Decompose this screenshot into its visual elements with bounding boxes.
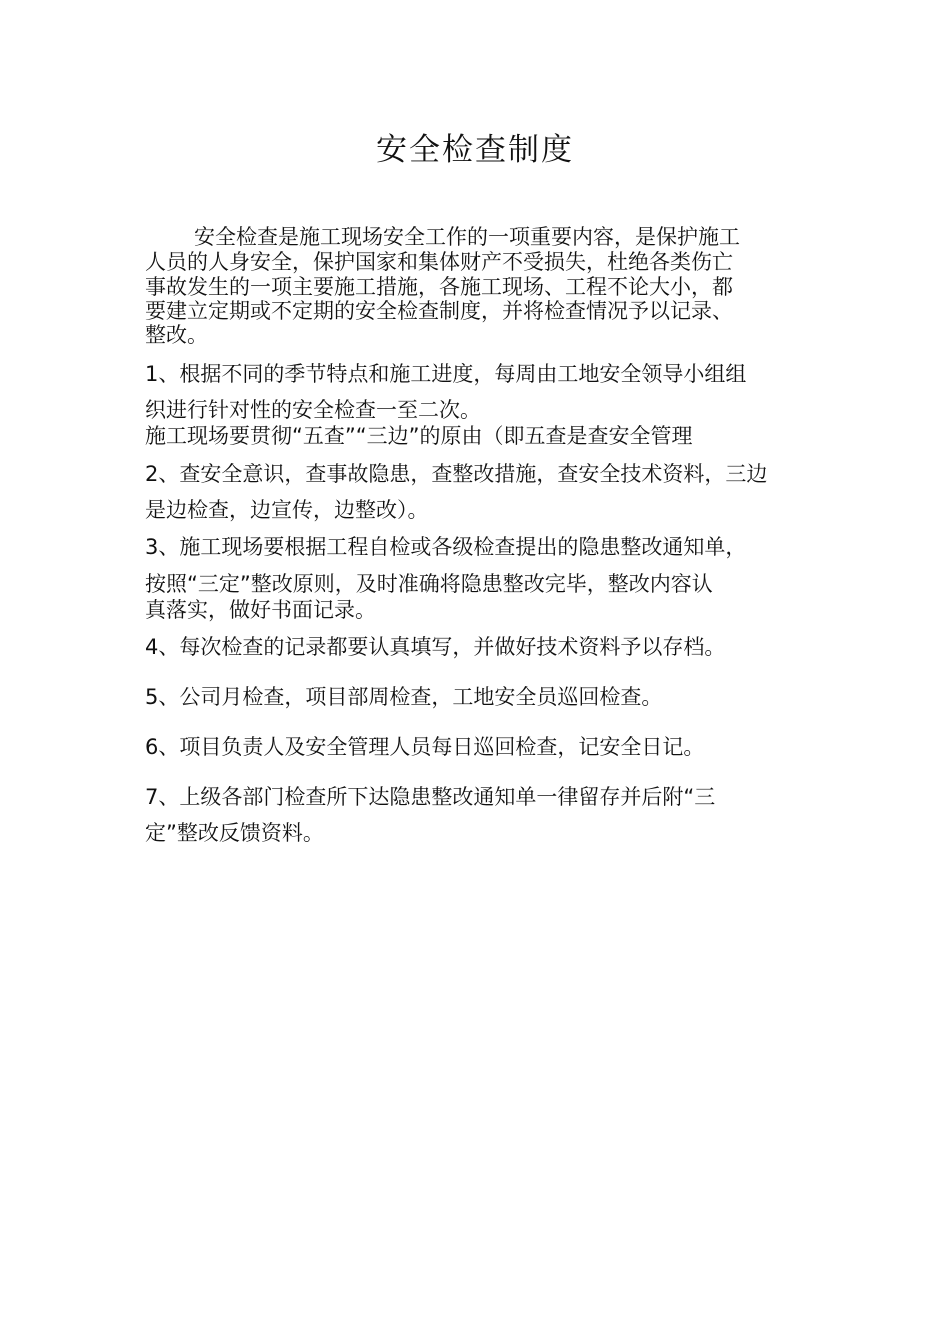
rule-line: 7、上级各部门检查所下达隐患整改通知单一律留存并后附“三 bbox=[145, 785, 716, 809]
intro-line: 要建立定期或不定期的安全检查制度，并将检查情况予以记录、 bbox=[145, 299, 733, 323]
rule-line: 按照“三定”整改原则，及时准确将隐患整改完毕，整改内容认 bbox=[145, 572, 713, 596]
intro-line: 人员的人身安全，保护国家和集体财产不受损失，杜绝各类伤亡 bbox=[145, 250, 733, 274]
rule-item-4: 4、每次检查的记录都要认真填写，并做好技术资料予以存档。 bbox=[145, 635, 726, 659]
intro-line: 整改。 bbox=[145, 323, 208, 347]
rule-line: 是边检查，边宣传，边整改）。 bbox=[145, 498, 429, 522]
rule-item-6: 6、项目负责人及安全管理人员每日巡回检查，记安全日记。 bbox=[145, 735, 705, 759]
intro-line: 安全检查是施工现场安全工作的一项重要内容，是保护施工 bbox=[194, 225, 740, 249]
intro-line: 事故发生的一项主要施工措施，各施工现场、工程不论大小，都 bbox=[145, 275, 733, 299]
rule-line: 定”整改反馈资料。 bbox=[145, 821, 324, 845]
rule-line: 织进行针对性的安全检查一至二次。 bbox=[145, 398, 481, 422]
rule-line: 真落实，做好书面记录。 bbox=[145, 598, 376, 622]
rule-line: 1、根据不同的季节特点和施工进度，每周由工地安全领导小组组 bbox=[145, 362, 747, 386]
document-title: 安全检查制度 bbox=[376, 132, 574, 168]
rule-item-5: 5、公司月检查，项目部周检查，工地安全员巡回检查。 bbox=[145, 685, 663, 709]
rule-line: 2、查安全意识，查事故隐患，查整改措施，查安全技术资料，三边 bbox=[145, 462, 768, 486]
rule-line: 3、施工现场要根据工程自检或各级检查提出的隐患整改通知单， bbox=[145, 535, 747, 559]
rule-line: 施工现场要贯彻“五查”“三边”的原由（即五查是查安全管理 bbox=[145, 424, 693, 448]
